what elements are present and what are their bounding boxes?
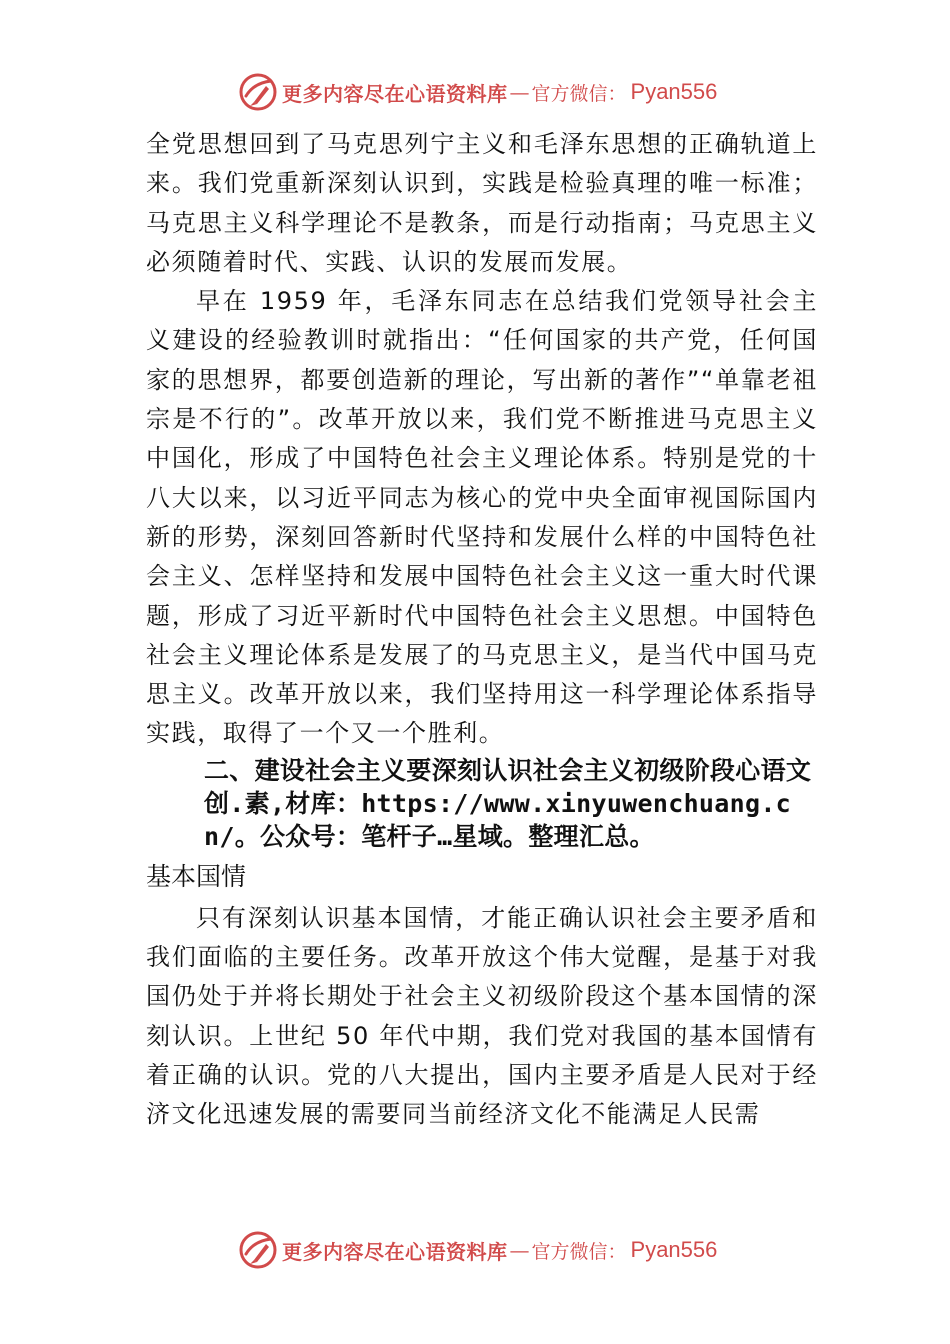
banner-title: 更多内容尽在心语资料库 <box>282 81 508 106</box>
banner-separator: — <box>509 1238 530 1262</box>
banner-wechat-label: 官方微信： <box>531 1240 627 1263</box>
paragraph-1: 全党思想回到了马克思列宁主义和毛泽东思想的正确轨道上来。我们党重新深刻认识到，实践是检验真理的唯一标准；马克思主义科学理论不是教条，而是行动指南；马克思主义必须随着时代、实践、认识的发展而发展。 <box>146 130 818 276</box>
banner-wechat-label: 官方微信： <box>531 82 627 105</box>
banner-wechat-id: Pyan556 <box>630 79 718 104</box>
section-heading: 二、建设社会主义要深刻认识社会主义初级阶段心语文创.素,材库：https://www.xinyuwenchuang.cn/。公众号：笔杆子…星域。整理汇总。 <box>204 755 812 851</box>
banner-separator: — <box>509 80 530 104</box>
banner-wechat-id: Pyan556 <box>630 1237 718 1262</box>
pen-logo-icon <box>238 72 278 112</box>
top-banner <box>238 70 717 114</box>
pen-logo-icon <box>238 1230 278 1270</box>
document-body <box>146 125 818 1135</box>
section-heading-tail: 基本国情 <box>146 861 247 891</box>
paragraph-2: 早在 1959 年，毛泽东同志在总结我们党领导社会主义建设的经验教训时就指出：“任何国家的共产党，任何国家的思想界，都要创造新的理论，写出新的著作”“单靠老祖宗是不行的”。改革开放以来，我们党不断推进马克思主义中国化，形成了中国特色社会主义理论体系。特别是党的十八大以来，以习近平同志为核心的党中央全面审视国际国内新的形势，深刻回答新时代坚持和发展什么样的中国特色社会主义、怎样坚持和发展中国特色社会主义这一重大时代课题，形成了习近平新时代中国特色社会主义思想。中国特色社会主义理论体系是发展了的马克思主义，是当代中国马克思主义。改革开放以来，我们坚持用这一科学理论体系指导实践，取得了一个又一个胜利。 <box>146 287 818 748</box>
paragraph-3: 只有深刻认识基本国情，才能正确认识社会主要矛盾和我们面临的主要任务。改革开放这个伟大觉醒，是基于对我国仍处于并将长期处于社会主义初级阶段这个基本国情的深刻认识。上世纪 50 年代中期，我们党对我国的基本国情有着正确的认识。党的八大提出，国内主要矛盾是人民对于经济文化迅速发展的需要同当前经济文化不能满足人民需 <box>146 903 818 1129</box>
bottom-banner <box>238 1228 717 1272</box>
banner-title: 更多内容尽在心语资料库 <box>282 1239 508 1264</box>
